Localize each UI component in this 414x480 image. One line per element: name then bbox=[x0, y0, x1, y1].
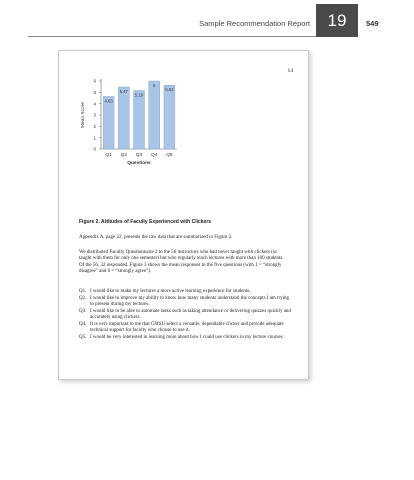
bar-value-label: 5.16 bbox=[134, 92, 144, 98]
figure-caption: Figure 2. Attitudes of Faculty Experienced with Clickers bbox=[79, 219, 212, 225]
question-text: It is very important to me that CMSU select a versatile, dependable clicker and provide adequate technical support for faculty who choose to use it. bbox=[90, 321, 284, 333]
bar-value-label: 5.47 bbox=[119, 89, 128, 95]
report-page bbox=[58, 50, 309, 380]
x-tick-label: Q4 bbox=[150, 153, 158, 158]
y-tick-label: 3 bbox=[93, 112, 96, 118]
bar bbox=[118, 87, 129, 149]
header-rule bbox=[28, 36, 316, 37]
question-label: Q1. bbox=[79, 289, 87, 294]
y-axis-label: Mean Score bbox=[81, 102, 86, 128]
y-tick-label: 1 bbox=[93, 135, 96, 141]
y-tick-label: 0 bbox=[93, 146, 96, 152]
x-axis-label: Questions bbox=[127, 161, 151, 166]
question-item bbox=[79, 289, 294, 295]
x-tick-label: Q1 bbox=[105, 153, 112, 158]
bar bbox=[134, 91, 145, 149]
question-label: Q5. bbox=[79, 334, 87, 340]
paragraph-questionnaire: We distributed Faculty Questionnaire 2 to the 56 instructors who had never taught with clickers (or taught with them for only one semester) but who regularly teach lectures with more than 100 students. Of the 56, 32 responded. Figure 3 shows the mean responses to the five questions (with 1 = “strongly disagree” and 6 = “strongly agree”). bbox=[79, 250, 284, 274]
bar-value-label: 6 bbox=[153, 83, 156, 88]
bar-value-label: 5.63 bbox=[165, 87, 174, 93]
question-list bbox=[79, 289, 294, 341]
question-label: Q4. bbox=[79, 321, 87, 327]
question-text: I would be very interested in learning more about how I could use clickers in my lecture courses. bbox=[90, 334, 284, 340]
chapter-number-box: 19 bbox=[316, 4, 358, 37]
y-tick-label: 6 bbox=[93, 78, 96, 84]
book-page-number: 549 bbox=[366, 19, 379, 28]
question-text: I would like to make my lectures a more active learning experience for students. bbox=[90, 289, 251, 294]
question-item bbox=[79, 335, 294, 341]
x-tick-label: Q2 bbox=[120, 153, 128, 158]
question-label: Q2. bbox=[79, 295, 87, 301]
question-text: I would like to be able to automate tasks such as taking attendance or delivering quizzes quickly and accurately using clickers. bbox=[90, 308, 291, 320]
x-tick-label: Q3 bbox=[135, 153, 143, 158]
question-text: I would like to improve my ability to know how many students understand the concepts I am trying to present during my lectures. bbox=[90, 295, 289, 307]
y-tick-label: 2 bbox=[93, 123, 96, 129]
paragraph-appendix: Appendix A, page 22, presents the raw data that are summarized in Figure 2. bbox=[79, 235, 233, 240]
question-item bbox=[79, 309, 294, 322]
question-label: Q3. bbox=[79, 308, 87, 314]
question-item bbox=[79, 322, 294, 335]
y-tick-label: 5 bbox=[93, 89, 96, 95]
y-tick-label: 4 bbox=[93, 101, 96, 107]
question-item bbox=[79, 296, 294, 309]
x-tick-label: Q5 bbox=[166, 153, 173, 158]
bar-value-label: 4.63 bbox=[104, 98, 113, 104]
bar bbox=[164, 85, 175, 149]
report-page-number: 14 bbox=[287, 68, 293, 74]
bar bbox=[149, 81, 160, 149]
mean-score-bar-chart bbox=[59, 51, 308, 216]
running-title: Sample Recommendation Report bbox=[199, 19, 310, 28]
bar bbox=[103, 97, 114, 149]
